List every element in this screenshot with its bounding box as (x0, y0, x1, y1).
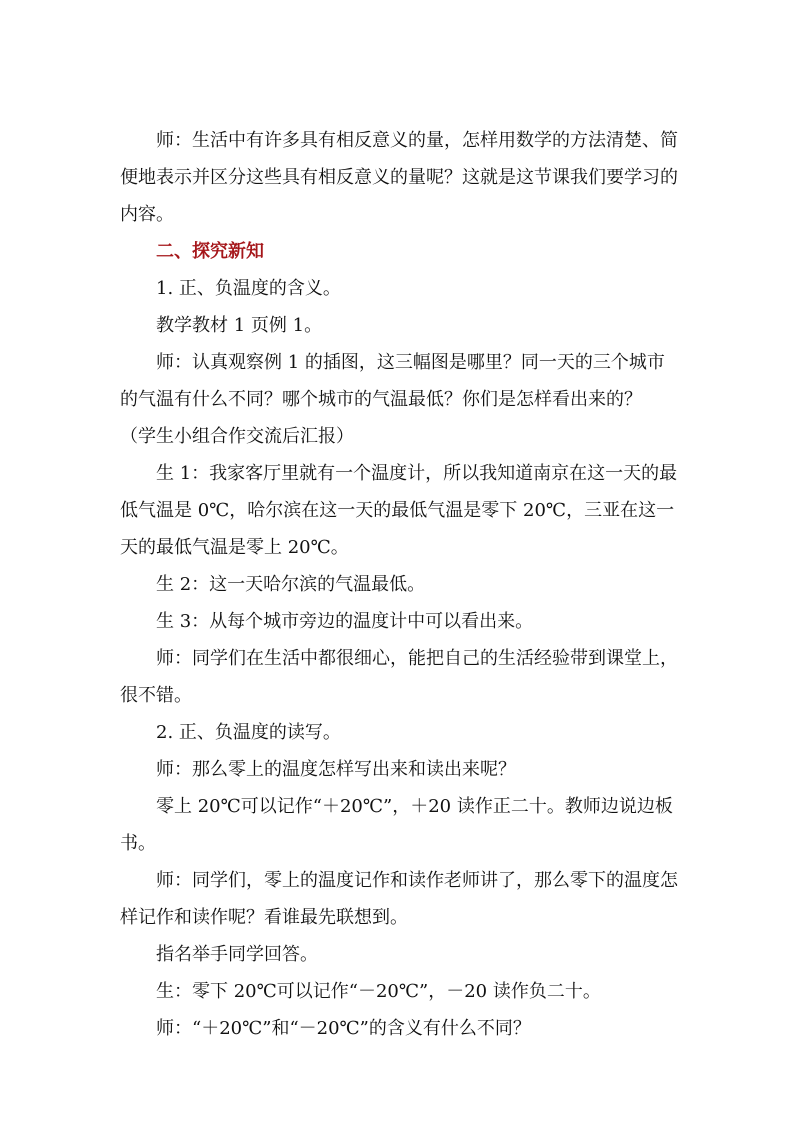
paragraph-teacher-question: 师：认真观察例 1 的插图，这三幅图是哪里？同一天的三个城市的气温有什么不同？哪个城市的气温最低？你们是怎样看出来的？ (120, 352, 665, 410)
paragraph-group-report: （学生小组合作交流后汇报） (120, 426, 354, 447)
document-body (120, 122, 682, 1047)
paragraph-textbook-example: 教学教材 1 页例 1。 (156, 315, 323, 336)
paragraph-teacher-below-zero: 师：同学们，零上的温度记作和读作老师讲了，那么零下的温度怎样记作和读作呢？看谁最先联想到。 (120, 870, 678, 928)
paragraph-positive-notation: 零上 20℃可以记作“＋20℃”，＋20 读作正二十。教师边说边板书。 (120, 796, 673, 854)
paragraph-negative-notation: 生：零下 20℃可以记作“－20℃”，－20 读作负二十。 (156, 981, 601, 1002)
paragraph-teacher-read-write: 师：那么零上的温度怎样写出来和读出来呢？ (156, 759, 516, 780)
paragraph-student-1: 生 1：我家客厅里就有一个温度计，所以我知道南京在这一天的最低气温是 0℃，哈尔滨在这一天的最低气温是零下 20℃，三亚在这一天的最低气温是零上 20℃。 (120, 463, 678, 558)
paragraph-teacher-praise: 师：同学们在生活中都很细心，能把自己的生活经验带到课堂上，很不错。 (120, 648, 678, 706)
section-heading-explore: 二、探究新知 (156, 241, 264, 262)
paragraph-call-student: 指名举手同学回答。 (156, 944, 318, 965)
paragraph-subsection-1: 1. 正、负温度的含义。 (156, 278, 341, 299)
paragraph-student-2: 生 2：这一天哈尔滨的气温最低。 (156, 574, 426, 595)
paragraph-meaning-difference: 师：“＋20℃”和“－20℃”的含义有什么不同？ (156, 1018, 531, 1039)
paragraph-teacher-intro: 师：生活中有许多具有相反意义的量，怎样用数学的方法清楚、简便地表示并区分这些具有相反意义的量呢？这就是这节课我们要学习的内容。 (120, 130, 678, 225)
paragraph-subsection-2: 2. 正、负温度的读写。 (156, 722, 341, 743)
paragraph-student-3: 生 3：从每个城市旁边的温度计中可以看出来。 (156, 611, 534, 632)
